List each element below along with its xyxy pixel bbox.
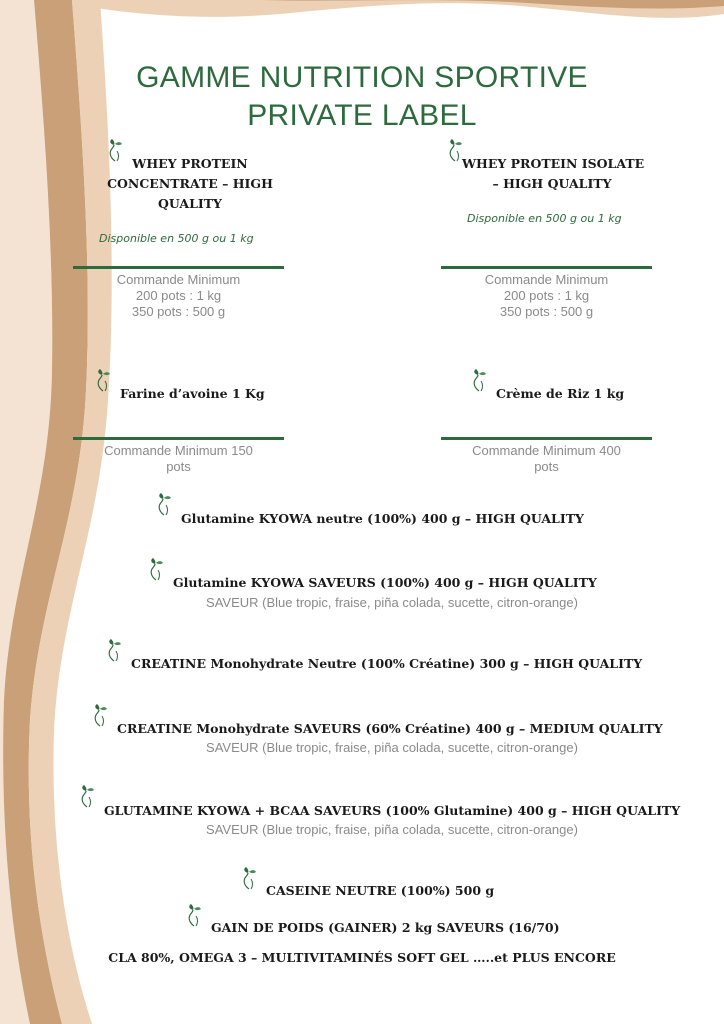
- product-creatine-neutral: CREATINE Monohydrate Neutre (100% Créatine) 300 g – HIGH QUALITY: [131, 656, 643, 671]
- leaf-icon: [470, 368, 488, 392]
- minimum-order-line: 350 pots : 500 g: [499, 304, 594, 319]
- availability-note: Disponible en 500 g ou 1 kg: [99, 232, 254, 245]
- availability-note: Disponible en 500 g ou 1 kg: [467, 212, 622, 225]
- leaf-icon: [147, 557, 165, 581]
- minimum-order: [441, 443, 652, 475]
- flavor-list: SAVEUR (Blue tropic, fraise, piña colada, sucette, citron-orange): [206, 595, 578, 610]
- leaf-icon: [91, 703, 109, 727]
- product-glutamine-flavors: Glutamine KYOWA SAVEURS (100%) 400 g – HIGH QUALITY: [173, 575, 597, 590]
- leaf-icon: [185, 903, 203, 927]
- minimum-order-line: Commande Minimum: [116, 272, 241, 287]
- minimum-order: [441, 272, 652, 320]
- leaf-icon: [155, 492, 173, 516]
- page-title-line-2: PRIVATE LABEL: [247, 99, 477, 132]
- leaf-icon: [78, 784, 96, 808]
- product-name-whey-isolate: [462, 154, 645, 194]
- footer-extra-products: CLA 80%, OMEGA 3 – MULTIVITAMINÉS SOFT GEL …..et PLUS ENCORE: [108, 950, 616, 965]
- minimum-order-line: Commande Minimum 150: [104, 443, 253, 458]
- divider-rule: [73, 437, 284, 440]
- minimum-order-line: pots: [534, 459, 559, 474]
- flavor-list: SAVEUR (Blue tropic, fraise, piña colada, sucette, citron-orange): [206, 740, 578, 755]
- leaf-icon: [94, 368, 112, 392]
- product-name-line: WHEY PROTEIN: [132, 156, 248, 171]
- minimum-order-line: pots: [166, 459, 191, 474]
- product-name-line: CONCENTRATE – HIGH: [107, 176, 273, 191]
- flavor-list: SAVEUR (Blue tropic, fraise, piña colada, sucette, citron-orange): [206, 822, 578, 837]
- product-name-line: WHEY PROTEIN ISOLATE: [462, 156, 645, 171]
- divider-rule: [441, 266, 652, 269]
- minimum-order-line: Commande Minimum 400: [472, 443, 621, 458]
- minimum-order-line: Commande Minimum: [484, 272, 609, 287]
- minimum-order: [73, 272, 284, 320]
- product-gainer: GAIN DE POIDS (GAINER) 2 kg SAVEURS (16/70): [211, 920, 560, 935]
- divider-rule: [73, 266, 284, 269]
- product-casein: CASEINE NEUTRE (100%) 500 g: [266, 883, 495, 898]
- page-title-line-1: GAMME NUTRITION SPORTIVE: [136, 61, 588, 94]
- divider-rule: [441, 437, 652, 440]
- minimum-order-line: 200 pots : 1 kg: [503, 288, 590, 303]
- product-name-whey-concentrate: [100, 154, 280, 214]
- minimum-order: [73, 443, 284, 475]
- minimum-order-line: 200 pots : 1 kg: [135, 288, 222, 303]
- leaf-icon: [105, 638, 123, 662]
- product-glutamine-neutral: Glutamine KYOWA neutre (100%) 400 g – HIGH QUALITY: [181, 511, 584, 526]
- leaf-icon: [240, 866, 258, 890]
- product-name-line: QUALITY: [158, 196, 222, 211]
- product-name-oat-flour: Farine d’avoine 1 Kg: [120, 386, 265, 401]
- minimum-order-line: 350 pots : 500 g: [131, 304, 226, 319]
- product-name-rice-cream: Crème de Riz 1 kg: [496, 386, 625, 401]
- product-glutamine-bcaa: GLUTAMINE KYOWA + BCAA SAVEURS (100% Glutamine) 400 g – HIGH QUALITY: [104, 803, 681, 818]
- product-name-line: – HIGH QUALITY: [492, 176, 612, 191]
- product-creatine-flavors: CREATINE Monohydrate SAVEURS (60% Créatine) 400 g – MEDIUM QUALITY: [117, 721, 663, 736]
